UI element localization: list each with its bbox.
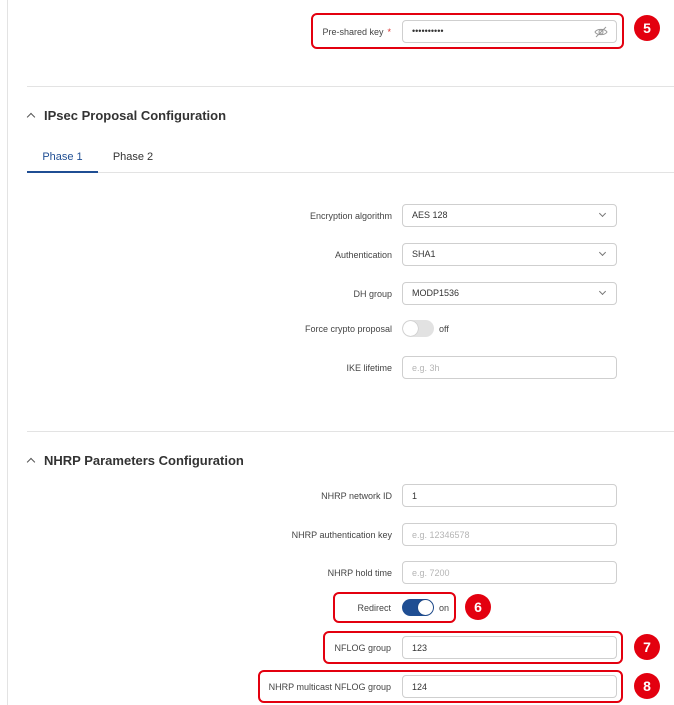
chevron-up-icon [27, 113, 35, 121]
section-divider [27, 431, 674, 432]
toggle-knob [403, 321, 418, 336]
nhrp-auth-key-row [0, 523, 674, 547]
highlight-box-7 [323, 631, 623, 664]
annotation-badge-6: 6 [465, 594, 491, 620]
authentication-select[interactable] [402, 243, 617, 266]
ike-lifetime-input[interactable] [402, 356, 617, 379]
tab-phase-1[interactable]: Phase 1 [27, 146, 98, 173]
section-divider [27, 86, 674, 87]
preshared-key-value: •••••••••• [412, 26, 444, 36]
dh-group-value: MODP1536 [412, 288, 460, 298]
authentication-value: SHA1 [412, 249, 436, 259]
force-crypto-label: Force crypto proposal [304, 324, 392, 334]
phase-tabs [27, 146, 674, 173]
force-crypto-state: off [439, 324, 449, 334]
nhrp-auth-key-input[interactable] [402, 523, 617, 546]
encryption-select[interactable] [402, 204, 617, 227]
chevron-down-icon [599, 249, 606, 256]
dh-group-label: DH group [353, 289, 392, 299]
ike-lifetime-label: IKE lifetime [346, 363, 392, 373]
encryption-label: Encryption algorithm [309, 211, 392, 221]
nhrp-network-id-label: NHRP network ID [321, 491, 392, 501]
highlight-box-6 [333, 592, 456, 623]
redirect-state: on [439, 603, 450, 613]
nhrp-section-title: NHRP Parameters Configuration [44, 453, 244, 468]
chevron-up-icon [27, 458, 35, 466]
highlight-box-8 [258, 670, 623, 703]
authentication-label: Authentication [334, 250, 392, 260]
dh-group-select[interactable] [402, 282, 617, 305]
nflog-group-label: NFLOG group [334, 643, 391, 653]
force-crypto-toggle[interactable] [402, 320, 434, 337]
nhrp-hold-time-row [0, 561, 674, 585]
chevron-down-icon [599, 210, 606, 217]
nhrp-section-header[interactable] [28, 453, 244, 468]
nhrp-network-id-row [0, 484, 674, 508]
authentication-row [0, 243, 674, 267]
highlight-box-5 [311, 13, 624, 49]
annotation-badge-7: 7 [634, 634, 660, 660]
encryption-row [0, 204, 674, 228]
preshared-key-label: Pre-shared key * [322, 27, 391, 37]
force-crypto-row [0, 317, 674, 341]
chevron-down-icon [599, 288, 606, 295]
required-asterisk: * [387, 27, 391, 37]
ipsec-section-title: IPsec Proposal Configuration [44, 108, 227, 123]
nhrp-hold-time-input[interactable] [402, 561, 617, 584]
tab-phase-2[interactable]: Phase 2 [112, 151, 154, 163]
nhrp-multicast-label: NHRP multicast NFLOG group [268, 682, 391, 692]
redirect-label: Redirect [357, 603, 391, 613]
encryption-value: AES 128 [412, 210, 448, 220]
nhrp-hold-time-label: NHRP hold time [327, 568, 392, 578]
annotation-badge-5: 5 [634, 15, 660, 41]
ike-lifetime-row [0, 356, 674, 380]
annotation-badge-8: 8 [634, 673, 660, 699]
ipsec-section-header[interactable] [28, 108, 226, 123]
nhrp-auth-key-label: NHRP authentication key [291, 530, 392, 540]
dh-group-row [0, 282, 674, 306]
nhrp-network-id-input[interactable] [402, 484, 617, 507]
